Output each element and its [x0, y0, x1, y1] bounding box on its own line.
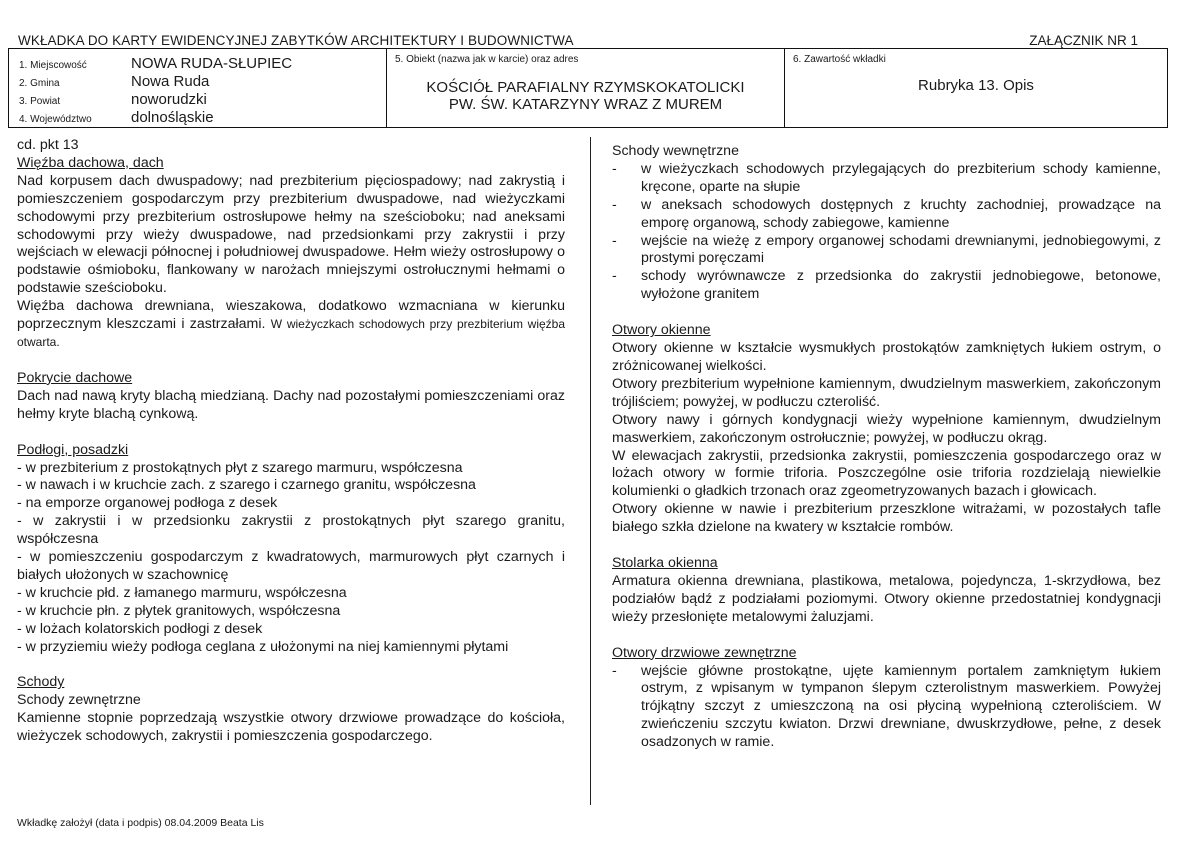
list-item: - w kruchcie płn. z płytek granitowych, współczesna	[17, 602, 341, 619]
location-row-commune	[9, 74, 386, 92]
list-item: - w pomieszczeniu gospodarczym z kwadratowych, marmurowych płyt czarnych i białych ułożonych w szachownicę	[17, 549, 565, 583]
contents-value: Rubryka 13. Opis	[918, 77, 1034, 94]
list-item: - w lożach kolatorskich podłogi z desek	[17, 620, 263, 637]
windows-paragraph-4: W elewacjach zakrystii, przedsionka zakrystii, pomieszczenia gospodarczego oraz w lożach otwory w formie triforia. Poszczególne osie triforia rozdzielają niewielkie kolumienki o gładkich trzonach oraz zgeometryzowanych bazach i głowicach.	[612, 447, 1161, 500]
windows-paragraph-2: Otwory prezbiterium wypełnione kamiennym, dwudzielnym maswerkiem, zakończonym trójliściem; powyżej, w podłuczu czteroliść.	[612, 375, 1161, 410]
contents-label: 6. Zawartość wkładki	[793, 54, 886, 65]
location-value: noworudzki	[131, 91, 207, 108]
location-label: 4. Województwo	[19, 114, 92, 125]
location-row-voivodeship	[9, 110, 386, 128]
list-item: - w wieżyczkach schodowych przylegających do prezbiterium schody kamienne, kręcone, oparte na słupie	[612, 161, 1161, 197]
left-column	[17, 137, 565, 746]
subsection-title-external-stairs: Schody zewnętrzne	[17, 692, 141, 709]
external-stairs-paragraph: Kamienne stopnie poprzedzają wszystkie otwory drzwiowe prowadzące do kościoła, wieżyczek schodowych, zakrystii i pomieszczenia gospodarczego.	[17, 710, 565, 745]
windows-paragraph-3: Otwory nawy i górnych kondygnacji wieży wypełnione kamiennym, dwudzielnym maswerkiem, zakończonym ostrołucznie; powyżej, w podłuczu okrąg.	[612, 411, 1161, 446]
list-item: - wejście główne prostokątne, ujęte kamiennym portalem zamkniętym łukiem ostrym, z wpisanym w tympanon ślepym czterolistnym maswerkiem. Powyżej trójkątny szczyt z umieszczoną na osi płyciną wypełnioną czteroliściem. W zwieńczeniu szczytu kwiaton. Drzwi drewniane, dwuskrzydłowe, pełne, z desek osadzonych w ramie.	[612, 663, 1161, 753]
list-item: - w kruchcie płd. z łamanego marmuru, współczesna	[17, 584, 347, 601]
roof-truss-paragraph-1: Nad korpusem dach dwuspadowy; nad prezbiterium pięciospadowy; nad zakrystią i pomieszczeniem gospodarczym przy prezbiterium dwuspadowe, nad wieżyczkami schodowymi przy prezbiterium ostrosłupowe hełmy na sześcioboku; nad aneksami schodowymi przy wieży dwuspadowe, nad przedsionkami przy zakrystii i przy wejściach w elewacji północnej i południowej dwuspadowe. Hełm wieży ostrosłupowy o podstawie ośmioboku, flankowany w narożach mniejszymi ostrołucznymi hełmami o podstawie sześcioboku.	[17, 172, 565, 297]
windows-paragraph-5: Otwory okienne w nawie i prezbiterium przeszklone witrażami, w pozostałych tafle białego szkła dzielone na kwatery w kształcie rombów.	[612, 501, 1161, 536]
header-table	[8, 48, 1168, 128]
section-title-windows: Otwory okienne	[612, 322, 711, 339]
roofing-paragraph: Dach nad nawą kryty blachą miedzianą. Dachy nad pozostałymi pomieszczeniami oraz hełmy kryte blachą cynkową.	[17, 387, 565, 422]
location-row-town	[9, 56, 386, 74]
list-item: - schody wyrównawcze z przedsionka do zakrystii jednobiegowe, betonowe, wyłożone granitem	[612, 268, 1161, 304]
object-name	[387, 79, 784, 113]
list-item: - na emporze organowej podłoga z desek	[17, 495, 278, 512]
location-value: Nowa Ruda	[131, 73, 210, 90]
windows-paragraph-1: Otwory okienne w kształcie wysmukłych prostokątów zamkniętych łukiem ostrym, o zróżnicowanej wielkości.	[612, 340, 1161, 374]
contents-cell	[785, 49, 1167, 127]
subsection-title-internal-stairs: Schody wewnętrzne	[612, 143, 739, 159]
section-title-external-doors: Otwory drzwiowe zewnętrzne	[612, 644, 797, 661]
continuation-note: cd. pkt 13	[17, 137, 79, 153]
floors-list	[17, 460, 565, 657]
section-title-roof-truss: Więźba dachowa, dach	[17, 154, 164, 171]
list-item: - wejście na wieżę z empory organowej schodami drewnianymi, jednobiegowymi, z prostymi poręczami	[612, 233, 1161, 269]
object-name-line2: PW. ŚW. KATARZYNY WRAZ Z MUREM	[448, 96, 723, 113]
location-cell	[9, 49, 387, 127]
window-joinery-paragraph: Armatura okienna drewniana, plastikowa, metalowa, pojedyncza, 1-skrzydłowa, bez podziałów bądź z podziałami poziomymi. Otwory okienne przedostatniej kondygnacji wieży przesłonięte metalowymi żaluzjami.	[612, 572, 1161, 625]
location-value: NOWA RUDA-SŁUPIEC	[131, 55, 293, 72]
section-title-roofing: Pokrycie dachowe	[17, 369, 133, 386]
location-value: dolnośląskie	[131, 109, 214, 126]
roof-truss-text-small: W wieżyczkach schodowych przy prezbiterium więźba otwarta.	[17, 317, 566, 349]
column-divider	[590, 137, 591, 805]
location-label: 3. Powiat	[19, 96, 61, 107]
footer-author: Wkładkę założył (data i podpis) 08.04.2009 Beata Lis	[17, 817, 264, 829]
list-item: - w zakrystii i w przedsionku zakrystii z prostokątnych płyt szarego granitu, współczesna	[17, 513, 565, 548]
object-label: 5. Obiekt (nazwa jak w karcie) oraz adres	[395, 54, 579, 65]
list-item: - w przyziemiu wieży podłoga ceglana z ułożonymi na niej kamiennymi płytami	[17, 638, 509, 655]
section-title-window-joinery: Stolarka okienna	[612, 555, 718, 572]
roof-truss-text: Więźba dachowa drewniana, wieszakowa, dodatkowo wzmacniana w kierunku poprzecznym kleszczami i zastrzałami.	[17, 298, 565, 333]
location-row-district	[9, 92, 386, 110]
list-item: - w aneksach schodowych dostępnych z kruchty zachodniej, prowadzące na emporę organową, schody zabiegowe, kamienne	[612, 197, 1161, 233]
object-name-line1: KOŚCIÓŁ PARAFIALNY RZYMSKOKATOLICKI	[426, 79, 745, 96]
internal-stairs-list	[612, 161, 1161, 304]
list-item: - w nawach i w kruchcie zach. z szarego i czarnego granitu, współczesna	[17, 477, 476, 494]
roof-truss-paragraph-2	[17, 298, 565, 352]
external-doors-list	[612, 663, 1161, 753]
document-title: WKŁADKA DO KARTY EWIDENCYJNEJ ZABYTKÓW ARCHITEKTURY I BUDOWNICTWA	[18, 33, 574, 48]
location-label: 2. Gmina	[19, 78, 60, 89]
location-label: 1. Miejscowość	[19, 60, 87, 71]
right-column	[612, 143, 1161, 752]
list-item: - w prezbiterium z prostokątnych płyt z szarego marmuru, współczesna	[17, 459, 463, 476]
section-title-stairs: Schody	[17, 674, 65, 691]
annex-number: ZAŁĄCZNIK NR 1	[1029, 33, 1138, 48]
section-title-floors: Podłogi, posadzki	[17, 441, 129, 458]
object-cell	[387, 49, 785, 127]
